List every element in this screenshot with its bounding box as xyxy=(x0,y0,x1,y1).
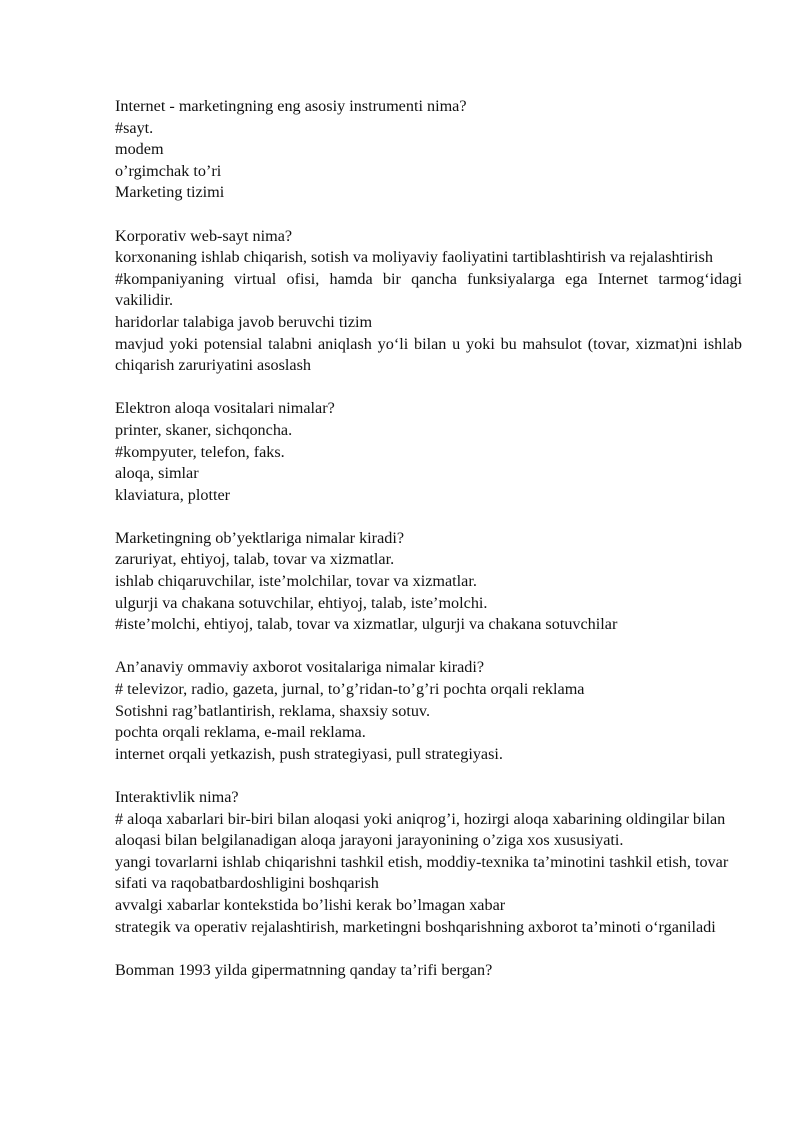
answer-option: #kompyuter, telefon, faks. xyxy=(115,442,285,461)
question-block-6 xyxy=(115,787,742,938)
question-text: Interaktivlik nima? xyxy=(115,788,239,806)
question-text: Korporativ web-sayt nima? xyxy=(115,226,293,245)
question-block-2 xyxy=(115,226,742,377)
question-block-4 xyxy=(115,528,742,636)
answer-option: printer, skaner, sichqoncha. xyxy=(115,420,293,439)
answer-option: ishlab chiqaruvchilar, iste’molchilar, tovar va xizmatlar. xyxy=(115,572,477,591)
answer-option: #kompaniyaning virtual ofisi, hamda bir qancha funksiyalarga ega Internet tarmog‘idagi vakilidir. xyxy=(115,269,742,310)
question-block-1 xyxy=(115,96,742,204)
question-block-5 xyxy=(115,657,742,765)
answer-option: Marketing tizimi xyxy=(115,183,225,202)
answer-option: modem xyxy=(115,140,164,159)
answer-option: korxonaning ishlab chiqarish, sotish va moliyaviy faoliyatini tartiblashtirish va rejalashtirish xyxy=(115,248,713,267)
question-block-7 xyxy=(115,960,742,982)
question-text: Marketingning ob’yektlariga nimalar kiradi? xyxy=(115,528,405,547)
answer-option: klaviatura, plotter xyxy=(115,485,231,504)
answer-option: aloqa, simlar xyxy=(115,464,199,483)
question-text: Elektron aloqa vositalari nimalar? xyxy=(115,399,335,418)
answer-option: # televizor, radio, gazeta, jurnal, to’g’ridan-to’g’ri pochta orqali reklama xyxy=(115,680,585,699)
answer-option: haridorlar talabiga javob beruvchi tizim xyxy=(115,312,373,331)
question-text: Internet - marketingning eng asosiy instrumenti nima? xyxy=(115,97,467,115)
answer-option: #sayt. xyxy=(115,118,154,137)
question-block-3 xyxy=(115,398,742,506)
answer-option: zaruriyat, ehtiyoj, talab, tovar va xizmatlar. xyxy=(115,550,395,569)
answer-option: ulgurji va chakana sotuvchilar, ehtiyoj, talab, iste’molchi. xyxy=(115,593,488,612)
answer-option: mavjud yoki potensial talabni aniqlash yo‘li bilan u yoki bu mahsulot (tovar, xizmat)ni ishlab chiqarish zaruriyatini asoslash xyxy=(115,334,742,375)
answer-option: pochta orqali reklama, e-mail reklama. xyxy=(115,723,366,742)
answer-option: strategik va operativ rejalashtirish, marketingni boshqarishning axborot ta’minoti o‘rganiladi xyxy=(115,917,716,936)
answer-option: avvalgi xabarlar kontekstida bo’lishi kerak bo’lmagan xabar xyxy=(115,895,506,914)
answer-option: internet orqali yetkazish, push strategiyasi, pull strategiyasi. xyxy=(115,744,503,763)
question-text: An’anaviy ommaviy axborot vositalariga nimalar kiradi? xyxy=(115,658,485,677)
answer-option: # aloqa xabarlari bir-biri bilan aloqasi yoki aniqrog’i, hozirgi aloqa xabarining oldingilar bilan aloqasi bilan belgilanadigan aloqa jarayoni jarayonining o’ziga xos xususiyati. xyxy=(115,809,726,850)
answer-option: #iste’molchi, ehtiyoj, talab, tovar va xizmatlar, ulgurji va chakana sotuvchilar xyxy=(115,615,618,634)
answer-option: yangi tovarlarni ishlab chiqarishni tashkil etish, moddiy-texnika ta’minotini tashkil etish, tovar sifati va raqobatbardoshligini boshqarish xyxy=(115,852,729,893)
answer-option: o’rgimchak to’ri xyxy=(115,161,222,180)
document-page xyxy=(115,96,742,1003)
answer-option: Sotishni rag’batlantirish, reklama, shaxsiy sotuv. xyxy=(115,701,431,720)
question-text: Bomman 1993 yilda gipermatnning qanday ta’rifi bergan? xyxy=(115,960,493,979)
